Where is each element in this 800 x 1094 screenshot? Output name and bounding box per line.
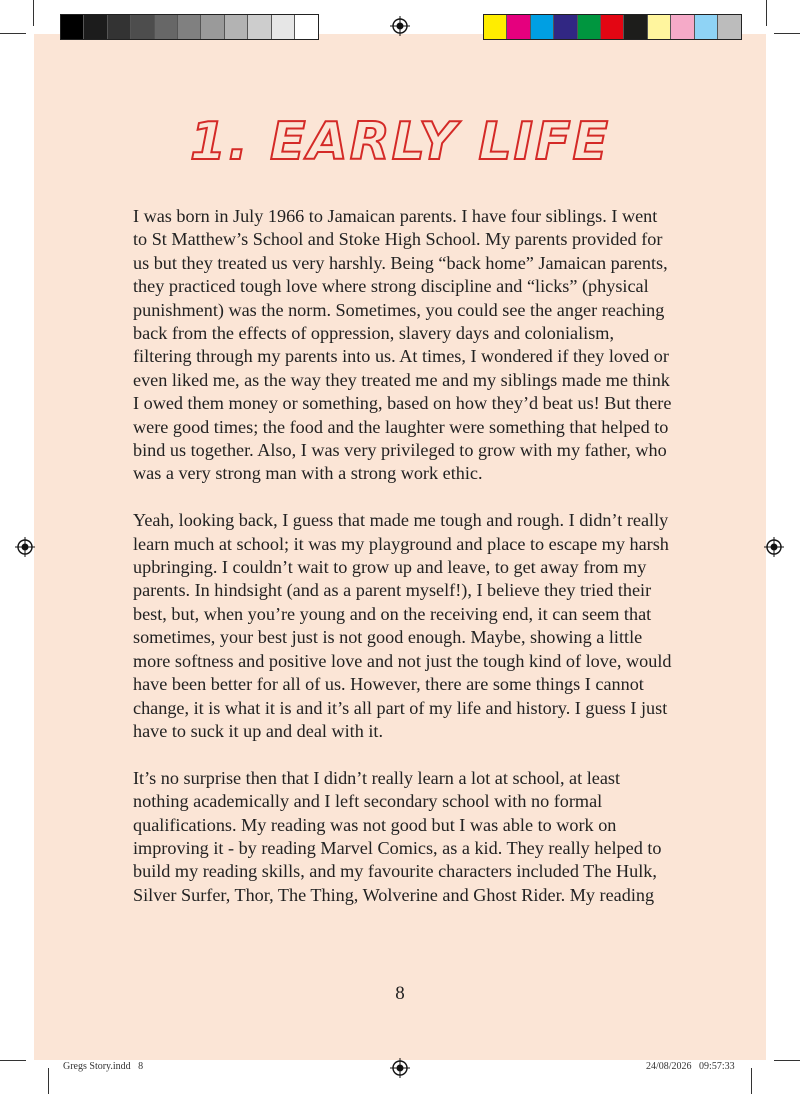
color-swatch <box>201 15 224 39</box>
crop-mark <box>0 33 26 34</box>
chapter-body <box>133 205 673 931</box>
registration-mark-icon <box>390 16 410 36</box>
crop-mark <box>0 1060 26 1061</box>
chapter-title: 1. EARLY LIFE <box>189 112 611 172</box>
process-color-bar <box>483 14 742 40</box>
slug-filename: Gregs Story.indd 8 <box>63 1061 144 1072</box>
registration-mark-icon <box>15 537 35 557</box>
color-swatch <box>507 15 530 39</box>
paragraph: I was born in July 1966 to Jamaican parents. I have four siblings. I went to St Matthew’s School and Stoke High School. My parents provided for us but they treated us very harshly. Being “back home” Jamaican parents, they practiced tough love where strong discipline and “licks” (physical punishment) was the norm. Sometimes, you could see the anger reaching back from the effects of oppression, slavery days and colonialism, filtering through my parents into us. At times, I wondered if they loved or even liked me, as the way they treated me and my siblings made me think I owed them money or something, based on how they’d beat us! But there were good times; the food and the laughter were something that helped to bind us together. Also, I was very privileged to grow with my father, who was a very strong man with a strong work ethic. <box>133 206 672 484</box>
color-swatch <box>108 15 131 39</box>
color-swatch <box>624 15 647 39</box>
color-swatch <box>484 15 507 39</box>
page-number: 8 <box>395 983 405 1004</box>
color-swatch <box>155 15 178 39</box>
registration-mark-icon <box>390 1058 410 1078</box>
registration-mark-icon <box>764 537 784 557</box>
color-swatch <box>272 15 295 39</box>
crop-mark <box>774 1060 800 1061</box>
crop-mark <box>766 0 767 26</box>
color-swatch <box>178 15 201 39</box>
color-swatch <box>61 15 84 39</box>
color-swatch <box>648 15 671 39</box>
slug-timestamp: 24/08/2026 09:57:33 <box>646 1061 735 1072</box>
color-swatch <box>671 15 694 39</box>
color-swatch <box>225 15 248 39</box>
color-swatch <box>554 15 577 39</box>
color-swatch <box>578 15 601 39</box>
color-swatch <box>248 15 271 39</box>
crop-mark <box>48 1068 49 1094</box>
crop-mark <box>774 33 800 34</box>
color-swatch <box>295 15 318 39</box>
color-swatch <box>131 15 154 39</box>
color-swatch <box>718 15 741 39</box>
color-swatch <box>601 15 624 39</box>
grayscale-color-bar <box>60 14 319 40</box>
paragraph: It’s no surprise then that I didn’t really learn a lot at school, at least nothing academically and I left secondary school with no formal qualifications. My reading was not good but I was able to work on improving it - by reading Marvel Comics, as a kid. They really helped to build my reading skills, and my favourite characters included The Hulk, Silver Surfer, Thor, The Thing, Wolverine and Ghost Rider. My reading <box>133 767 662 905</box>
paragraph: Yeah, looking back, I guess that made me tough and rough. I didn’t really learn much at school; it was my playground and place to escape my harsh upbringing. I couldn’t wait to grow up and leave, to get away from my parents. In hindsight (and as a parent myself!), I believe they tried their best, but, when you’re young and on the receiving end, it can seem that sometimes, your best just is not good enough. Maybe, showing a little more softness and positive love and not just the tough kind of love, would have been better for all of us. However, there are some things I cannot change, it is what it is and it’s all part of my life and history. I guess I just have to suck it up and deal with it. <box>133 510 672 741</box>
crop-mark <box>33 0 34 26</box>
crop-mark <box>751 1068 752 1094</box>
color-swatch <box>695 15 718 39</box>
color-swatch <box>531 15 554 39</box>
color-swatch <box>84 15 107 39</box>
